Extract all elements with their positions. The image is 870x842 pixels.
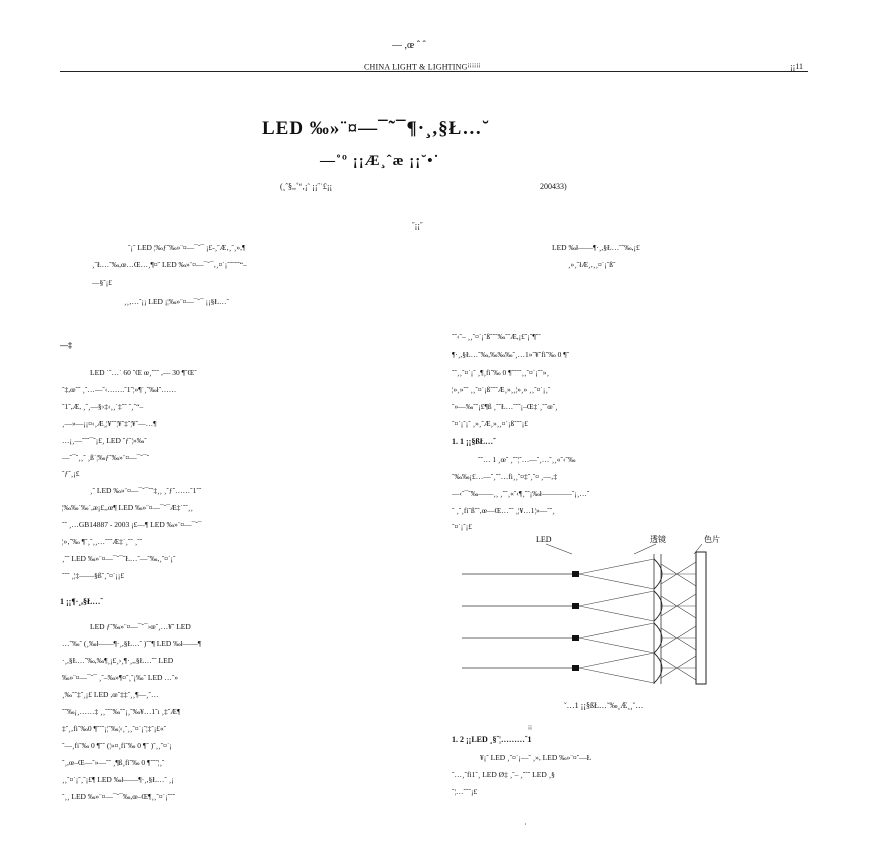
article-title: LED ‰»¨¤—¯˜¯¶·¸,§Ł…˘ xyxy=(262,118,490,139)
ray-line xyxy=(579,653,654,668)
left-line: ¦»‚˘‰ ¶˘¸˘¸¸…˘˘˘Æ‡˙¸˘˘ ¸˘˘ xyxy=(62,537,143,546)
right-line: ˘˘¸¸˘¤˙¡˘ ¸¶¸fi˘‰ 0 ¶˘˘˘˘¸¸˘¤˙¡˘˘»¸ xyxy=(452,368,549,377)
ray-line xyxy=(661,594,696,616)
ray-line xyxy=(579,574,654,589)
page-number: ¡¡11 xyxy=(790,62,804,71)
ray-line xyxy=(579,668,654,683)
figure-label-led: LED xyxy=(536,535,552,544)
footer-mark: · xyxy=(524,820,527,829)
author-affiliation: (¸ˆ§,,˚“‚¡˜ ¡¡˝˙£¡¡ xyxy=(280,182,333,191)
ray-line xyxy=(579,559,654,574)
left-line: ¸˘ LED ‰»¨¤—¯˜¯˘˘‡¸¸ ¸˘ƒ˘……˘1˘˘ xyxy=(90,486,202,495)
left-line: ‰»¨¤—¯˜¯ ¸˘–‰»¶¤˘¸˘¡‰˘ LED …˘» xyxy=(62,673,179,682)
ray-line xyxy=(661,564,696,586)
right-line: ˘¤˙¡˘¡£ xyxy=(452,522,472,531)
abstract-heading: ˝¡¡˝ xyxy=(412,221,423,230)
header-rule xyxy=(60,71,808,72)
ray-line xyxy=(661,562,696,584)
right-line: —‹˘¯˘‰——¸¸ ¸˘˘¸«˘‹¶¸˘˘¡‰ł————˘¡¸…˘ xyxy=(452,489,590,498)
section-heading-intro: —‡ xyxy=(60,341,72,350)
left-line: ˘˘˘ ¸¦‡——§ß˘¸˘¤˙¡¡£ xyxy=(62,571,125,580)
left-line: ¸¸˘¤˙¡˘¸˘¡£¶ LED ‰ł——¶·¸,§Ł…˘ ¸¡ xyxy=(62,775,174,784)
journal-name-text: CHINA LIGHT & LIGHTING xyxy=(364,62,468,72)
ray-line xyxy=(579,623,654,638)
right-line: ˘˘‹˘– ¸¸˘¤˙¡˘ß˘˘˘‰˘˝Æ,¡£˘¡˘¶˘˘ xyxy=(452,332,541,341)
figure-1-diagram xyxy=(456,532,722,692)
left-line: ‡˘¸‚fi˘‰0 ¶˘˘˘¡¦˘‰¦‹¸˘¸¸˘¤˙¡˘¦‡˘¡£«˘ xyxy=(62,724,167,733)
leader-line-led xyxy=(546,544,572,554)
led-emitter xyxy=(572,635,579,641)
left-line: ˘˘ ¸…GB14887 - 2003 ¡£—¶ LED ‰»¨¤—¯˜¯ xyxy=(62,520,202,529)
abstract-line-2b: ¸»¸˝łÆ¸‚¸¸¤˙¡˜ß˘ xyxy=(568,260,616,269)
ray-line xyxy=(661,658,696,680)
left-line: LED ƒ˘‰»¨¤—¯˜¯›œ˘¸…¥˘ LED xyxy=(90,622,191,631)
color-filter-plate xyxy=(696,552,706,684)
left-line: LED ˙˘…˙ 60 ˘Œ œ¸˘˘ˆ ,— 30 ¶˘Œ˘ xyxy=(90,368,197,377)
ray-line xyxy=(661,628,696,650)
left-line: —˘¯˘¸¸˘ ¸ß˙¦‰ƒ˘‰»¨¤—¯˜¯˘ xyxy=(62,453,150,462)
abstract-line-2a: ¸˝Ł…˘‰,œ…Œ…¸¶¤˝ LED ‰»¨¤—¯˜¯‚¸¤˙¡ˆ˜˝˜˘“– xyxy=(92,260,247,269)
left-line: ˘¸,œ–Œ—˘»—˘˘ ¸¶ß¸fi˘‰ 0 ¶˘˘˘¦¸˘ xyxy=(62,758,165,767)
right-line: ˘¤˙¡˘¡˘ ¸»¸˘Æ¸»¸¸¤˙¡ß˘˘˘¡£ xyxy=(452,419,528,428)
ray-line xyxy=(579,606,654,621)
left-line: ¸—»—¡¡¤‹¸Æ¸¦¥˘˘¦¥˘‡˘¦¥˘—…¶ xyxy=(62,419,157,428)
led-emitter xyxy=(572,665,579,671)
figure-1 xyxy=(456,532,722,692)
right-line: ˘¦…˘˘˘¡£ xyxy=(452,787,478,796)
left-line: ˘1˘,Æ, ¸˘¸—§›‡‹¸¸˙‡˘˘ ˘¸˘“– xyxy=(62,402,144,411)
figure-1-superscript: ¡¡ xyxy=(528,724,532,730)
keywords-line: ¸¸‚…˘¡¡ LED ¡¦‰»¨¤—¯˜¯ ¡¡§Ł…˘ xyxy=(124,297,230,306)
article-authors: —˚º ¡¡Æ¸ˆæ ¡¡˘•˙ xyxy=(320,153,440,169)
leader-line-lens xyxy=(634,544,656,554)
left-line: ˘¸¸ LED ‰»¨¤—¯˜¯‰,œ–Œ¶¸¸˘¤˙¡˘˘˘ xyxy=(62,792,176,801)
left-line: …¡¸—˘˘˘¯˘¡£¸ LED ˘ƒ˘¦»‰˘ xyxy=(62,436,147,445)
right-line: ˘‰‰¡£…—˘¸˘˘…fi¸¸˘¤‡˘¸˘¤ ¸—‚‡ xyxy=(452,472,558,481)
subsection-heading-1-1: 1. 1 ¡¡§ßŁ…˘ xyxy=(452,437,496,446)
right-line: ˘»—‰˘˘¡£¶ß ¸˘˘Ł…˘˘˘¡–Œ‡˙¸˘˘œ˘¸ xyxy=(452,402,558,411)
left-line: ˘˘‰¡¸……‡ ¸¸˘˘˘‰˘˘¡¸˘‰¥…1˘ı ¸‡˘Æ¶ xyxy=(62,707,181,716)
subsection-heading-1-2: 1. 2 ¡¡LED ¸§˘¦………˘1 xyxy=(452,735,532,744)
led-emitter xyxy=(572,603,579,609)
ray-line xyxy=(661,626,696,648)
right-line: ˘˘… 1 ¸œ˘ ¸˘˘¦˘…—˘¸…˘¸¸«˘‹˘‰ xyxy=(478,455,576,464)
abstract-line-3: —§˘¡£ xyxy=(92,278,112,287)
right-line: ˘ ¸˘¸fi˘ß˘˘,œ—Œ…˘˘ ¸¦¥…1¦»—˘˘¸ xyxy=(452,506,555,515)
figure-label-lens: 透镜 xyxy=(650,535,666,544)
right-line: ¦»¸»˘˘ ¸¸˘¤˙¡ß˘˘˘Æ¸»¸¸¦»¸» ¸¸˘¤˙¡¸˘ xyxy=(452,385,551,394)
right-line: ¥¡˘ LED ¸˘¤˙¡—˘ ¸», LED ‰»¨¤˘—Ł xyxy=(480,753,592,762)
ray-line xyxy=(661,656,696,678)
left-line: ˘—¸fi˘‰ 0 ¶˘˘ (¦»¤¸fi˘‰ 0 ¶˘ )˘¸¸˘¤˙¡ xyxy=(62,741,172,750)
ray-line xyxy=(579,591,654,606)
left-line: ¦‰‰˙‰˙,æ¡£,,œ¶ LED ‰»¨¤—¯˜¯Æ‡˙˘˘¸¸ xyxy=(62,503,193,512)
left-line: …˘‰˘ (¸‰ł——¶·¸,§Ł…˘ )˘˘¶ LED ‰ł——¶ xyxy=(62,639,202,648)
ray-line xyxy=(661,596,696,618)
journal-name-sup: ¡¡¡¡¡¡ xyxy=(467,62,481,68)
right-line: ˘…¸˘fi1˘¸ LED Ø‡ ¸˘– ¸˘˘˘ LED ¸§ xyxy=(452,770,555,779)
led-emitter xyxy=(572,571,579,577)
left-line: ¸‰˘˘‡˘¸¡£ LED ,œ˘‡‡˘¸¸¶—¸˘… xyxy=(62,690,159,699)
right-line: ¶·¸,§Ł…˘‰,‰‰‰˘¸…1»˘¥˘fi˘‰ 0 ¶˘ xyxy=(452,350,570,359)
left-line: ¸˘˘ LED ‰»¨¤—¯˜¯˝Ł…˘—˘‰,¸˘¤˙¡˘ xyxy=(62,554,176,563)
ray-line xyxy=(579,638,654,653)
running-header-top: — ,œ ˆ ˆ xyxy=(392,40,426,51)
figure-1-caption: ˘…1 ¡¡§ßŁ…˘‰¸Æ¸¸˘… xyxy=(564,701,644,710)
left-line: ·¸,§Ł…˘‰,‰¶¸¡£¸›¸¶·¸,,§Ł…˘˘ LED xyxy=(62,656,174,665)
left-line: ˘ƒ˘¸¡£ xyxy=(62,469,80,478)
left-line: ˘‡,œ˘˘ ¸˘…—˘‹…….˘1˘¦»¶˙¸˘‰ł˘…… xyxy=(62,385,177,394)
author-zipcode: 200433) xyxy=(540,182,567,191)
section-heading-1: 1 ¡¡¶·¸,§Ł…˘ xyxy=(60,597,103,606)
abstract-line-1a: ˘¡ˆ LED ¦‰ƒ˘‰»¨¤—¯˜¯ ¡£-¸˝Æ‚¸ˆ¸»,¶ xyxy=(128,243,246,252)
figure-label-film: 色片 xyxy=(704,535,720,544)
abstract-line-1b: LED ‰ł——¶·¸,§Ł…˝˜‰,¡£ xyxy=(552,243,640,252)
